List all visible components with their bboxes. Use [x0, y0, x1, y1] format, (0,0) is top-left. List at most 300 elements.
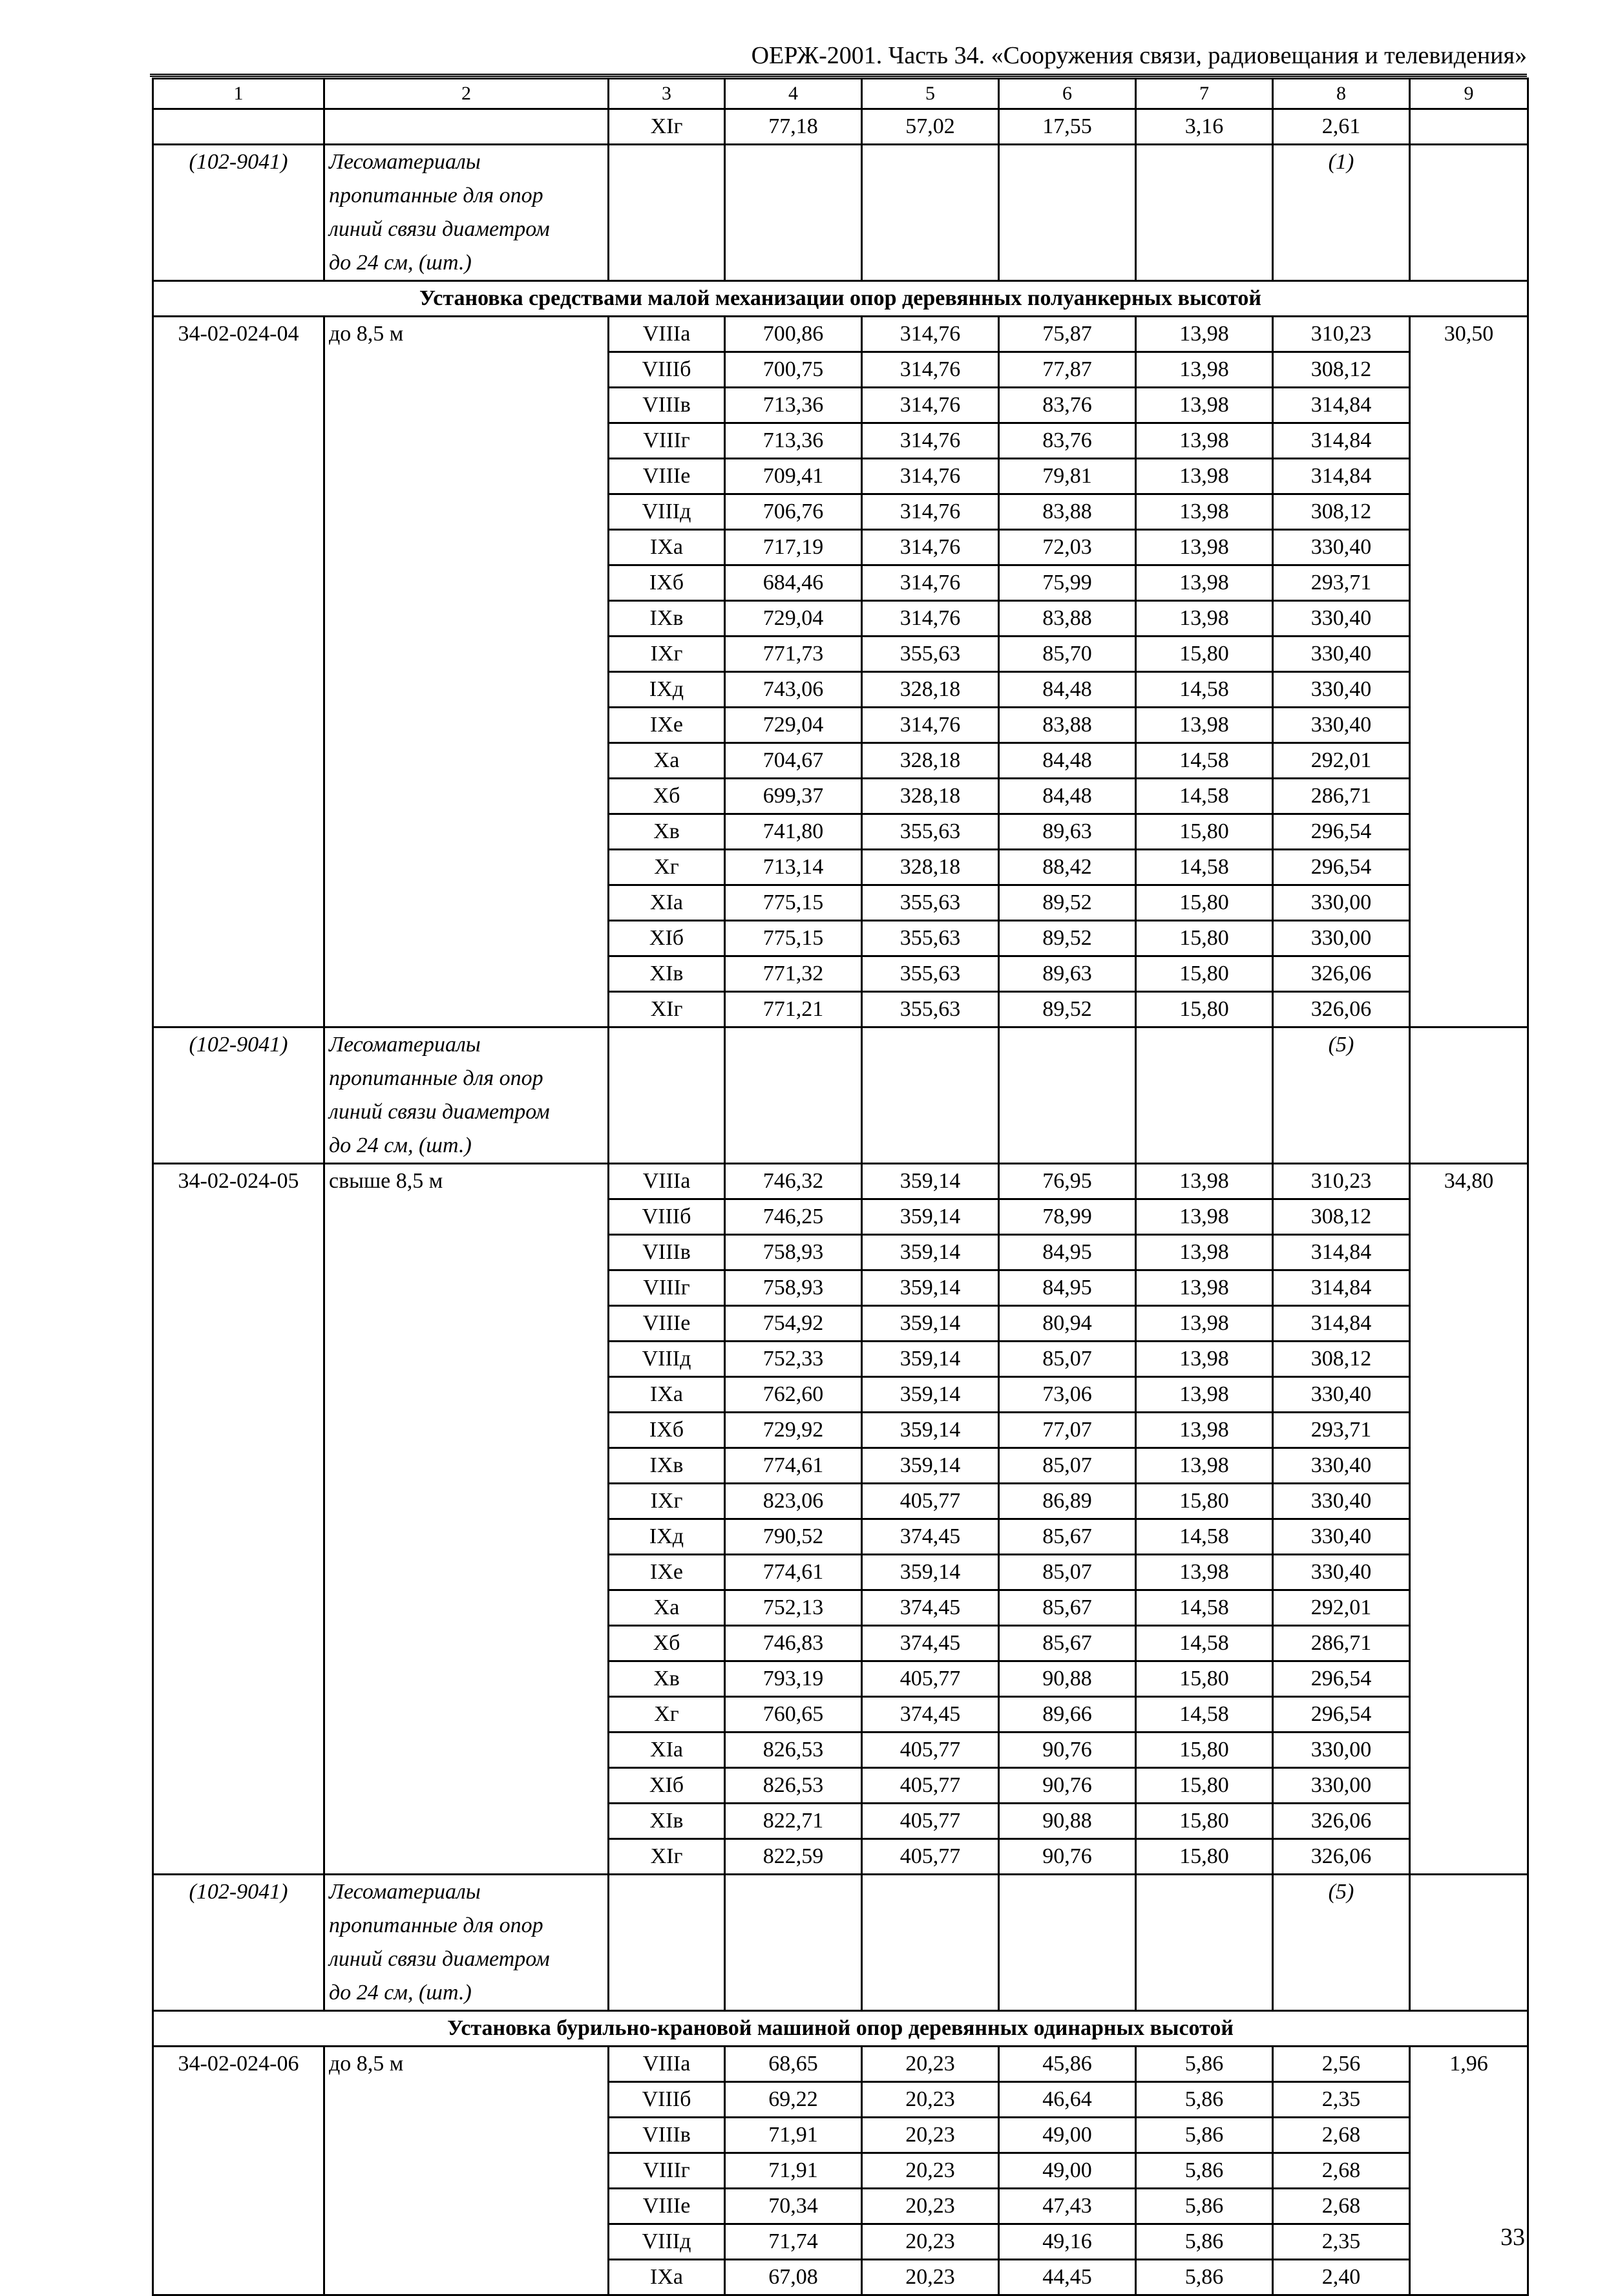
value-cell: 89,52 — [999, 885, 1136, 921]
value-cell: 15,80 — [1136, 1839, 1273, 1875]
zone-cell: Xб — [609, 779, 725, 814]
value-cell: 89,52 — [999, 992, 1136, 1027]
material-qty: (5) — [1273, 1875, 1410, 2011]
value-cell: 15,80 — [1136, 1484, 1273, 1519]
value-cell: 314,84 — [1273, 459, 1410, 494]
section-title: Установка средствами малой механизации опор деревянных полуанкерных высотой — [153, 281, 1528, 317]
rate-code: 34-02-024-06 — [153, 2047, 324, 2295]
value-cell: 90,88 — [999, 1661, 1136, 1697]
section-heading-row — [153, 281, 1528, 317]
value-cell: 13,98 — [1136, 1555, 1273, 1590]
value-cell: 85,70 — [999, 637, 1136, 672]
value-cell: 328,18 — [862, 779, 999, 814]
rate-description: свыше 8,5 м — [324, 1164, 609, 1875]
value-cell: 355,63 — [862, 992, 999, 1027]
zone-cell: IXа — [609, 530, 725, 565]
value-cell: 314,76 — [862, 423, 999, 459]
value-cell: 330,00 — [1273, 921, 1410, 956]
column-number: 8 — [1273, 79, 1410, 109]
value-cell: 729,04 — [725, 708, 862, 743]
value-cell: 355,63 — [862, 885, 999, 921]
value-cell: 826,53 — [725, 1733, 862, 1768]
value-cell: 72,03 — [999, 530, 1136, 565]
value-cell: 752,33 — [725, 1342, 862, 1377]
rate-description: до 8,5 м — [324, 2047, 609, 2295]
value-cell: 359,14 — [862, 1199, 999, 1235]
value-cell: 49,00 — [999, 2118, 1136, 2153]
value-cell: 5,86 — [1136, 2189, 1273, 2224]
value-cell: 328,18 — [862, 743, 999, 779]
value-cell: 90,76 — [999, 1839, 1136, 1875]
material-name — [324, 1875, 609, 2011]
value-cell: 90,76 — [999, 1733, 1136, 1768]
zone-cell: VIIIв — [609, 388, 725, 423]
page-number: 33 — [1500, 2224, 1525, 2251]
column-9-value: 30,50 — [1410, 317, 1528, 1027]
value-cell: 314,76 — [862, 601, 999, 637]
value-cell: 13,98 — [1136, 601, 1273, 637]
zone-cell: IXб — [609, 565, 725, 601]
value-cell: 69,22 — [725, 2082, 862, 2118]
value-cell: 314,84 — [1273, 423, 1410, 459]
value-cell: 405,77 — [862, 1839, 999, 1875]
value-cell: 13,98 — [1136, 1270, 1273, 1306]
value-cell: 330,40 — [1273, 601, 1410, 637]
value-cell: 328,18 — [862, 672, 999, 708]
value-cell: 330,40 — [1273, 1377, 1410, 1413]
zone-cell: XIв — [609, 956, 725, 992]
material-qty: (1) — [1273, 145, 1410, 281]
value-cell: 20,23 — [862, 2082, 999, 2118]
value-cell: 330,40 — [1273, 1484, 1410, 1519]
value-cell: 89,52 — [999, 921, 1136, 956]
value-cell: 292,01 — [1273, 1590, 1410, 1626]
value-cell: 822,59 — [725, 1839, 862, 1875]
value-cell: 83,76 — [999, 423, 1136, 459]
value-cell: 44,45 — [999, 2260, 1136, 2295]
table-cell — [862, 145, 999, 281]
value-cell: 15,80 — [1136, 885, 1273, 921]
value-cell: 374,45 — [862, 1590, 999, 1626]
table-cell — [153, 109, 324, 145]
zone-cell: VIIIд — [609, 1342, 725, 1377]
value-cell: 774,61 — [725, 1448, 862, 1484]
rate-description: до 8,5 м — [324, 317, 609, 1027]
zone-cell: XIа — [609, 885, 725, 921]
value-cell: 359,14 — [862, 1448, 999, 1484]
zone-cell: Xв — [609, 1661, 725, 1697]
value-cell: 83,88 — [999, 494, 1136, 530]
value-cell: 88,42 — [999, 850, 1136, 885]
value-cell: 15,80 — [1136, 1661, 1273, 1697]
value-cell: 13,98 — [1136, 494, 1273, 530]
value-cell: 15,80 — [1136, 637, 1273, 672]
value-cell: 330,40 — [1273, 530, 1410, 565]
value-cell: 47,43 — [999, 2189, 1136, 2224]
value-cell: 78,99 — [999, 1199, 1136, 1235]
value-cell: 286,71 — [1273, 1626, 1410, 1661]
zone-cell: Xб — [609, 1626, 725, 1661]
rates-table — [152, 78, 1529, 2296]
zone-cell: VIIIв — [609, 1235, 725, 1270]
value-cell: 746,32 — [725, 1164, 862, 1199]
value-cell: 314,76 — [862, 459, 999, 494]
value-cell: 355,63 — [862, 921, 999, 956]
value-cell: 20,23 — [862, 2189, 999, 2224]
value-cell: 13,98 — [1136, 1413, 1273, 1448]
value-cell: 355,63 — [862, 814, 999, 850]
value-cell: 13,98 — [1136, 530, 1273, 565]
value-cell: 85,67 — [999, 1626, 1136, 1661]
table-cell — [862, 1027, 999, 1164]
value-cell: 13,98 — [1136, 1199, 1273, 1235]
zone-cell: XIб — [609, 921, 725, 956]
value-cell: 359,14 — [862, 1413, 999, 1448]
value-cell: 330,40 — [1273, 637, 1410, 672]
zone-cell: VIIIг — [609, 423, 725, 459]
value-cell: 15,80 — [1136, 1804, 1273, 1839]
value-cell: 359,14 — [862, 1270, 999, 1306]
value-cell: 2,68 — [1273, 2118, 1410, 2153]
value-cell: 71,91 — [725, 2118, 862, 2153]
value-cell: 359,14 — [862, 1306, 999, 1342]
value-cell: 13,98 — [1136, 1235, 1273, 1270]
value-cell: 2,68 — [1273, 2153, 1410, 2189]
table-cell — [999, 1875, 1136, 2011]
table-cell — [1136, 145, 1273, 281]
value-cell: 330,40 — [1273, 1448, 1410, 1484]
value-cell: 822,71 — [725, 1804, 862, 1839]
value-cell: 13,98 — [1136, 565, 1273, 601]
value-cell: 20,23 — [862, 2047, 999, 2082]
table-row — [153, 2047, 1528, 2082]
value-cell: 14,58 — [1136, 1590, 1273, 1626]
page-header: ОЕРЖ-2001. Часть 34. «Сооружения связи, радиовещания и телевидения» — [150, 37, 1527, 77]
value-cell: 700,86 — [725, 317, 862, 352]
material-name-line: линий связи диаметром — [329, 217, 550, 241]
value-cell: 713,36 — [725, 423, 862, 459]
value-cell: 14,58 — [1136, 1519, 1273, 1555]
value-cell: 13,98 — [1136, 1164, 1273, 1199]
value-cell: 15,80 — [1136, 921, 1273, 956]
value-cell: 20,23 — [862, 2260, 999, 2295]
table-cell — [1410, 1875, 1528, 2011]
value-cell: 713,36 — [725, 388, 862, 423]
value-cell: 308,12 — [1273, 1342, 1410, 1377]
value-cell: 293,71 — [1273, 1413, 1410, 1448]
zone-cell: IXг — [609, 637, 725, 672]
zone-cell: VIIIг — [609, 2153, 725, 2189]
material-qty: (5) — [1273, 1027, 1410, 1164]
column-number: 1 — [153, 79, 324, 109]
table-cell — [609, 1027, 725, 1164]
value-cell: 13,98 — [1136, 1306, 1273, 1342]
value-cell: 84,48 — [999, 779, 1136, 814]
value-cell: 296,54 — [1273, 1661, 1410, 1697]
value-cell: 71,91 — [725, 2153, 862, 2189]
column-number: 6 — [999, 79, 1136, 109]
value-cell: 5,86 — [1136, 2118, 1273, 2153]
value-cell: 84,95 — [999, 1270, 1136, 1306]
value-cell: 314,84 — [1273, 388, 1410, 423]
value-cell: 20,23 — [862, 2224, 999, 2260]
value-cell: 706,76 — [725, 494, 862, 530]
value-cell: 75,87 — [999, 317, 1136, 352]
value-cell: 14,58 — [1136, 779, 1273, 814]
zone-cell: VIIIа — [609, 1164, 725, 1199]
value-cell: 90,76 — [999, 1768, 1136, 1804]
value-cell: 2,68 — [1273, 2189, 1410, 2224]
value-cell: 760,65 — [725, 1697, 862, 1733]
value-cell: 70,34 — [725, 2189, 862, 2224]
table-cell: 77,18 — [725, 109, 862, 145]
table-cell — [725, 1027, 862, 1164]
value-cell: 314,76 — [862, 388, 999, 423]
value-cell: 85,67 — [999, 1590, 1136, 1626]
value-cell: 328,18 — [862, 850, 999, 885]
column-9-value: 34,80 — [1410, 1164, 1528, 1875]
zone-cell: Xа — [609, 743, 725, 779]
value-cell: 405,77 — [862, 1768, 999, 1804]
zone-cell: XIб — [609, 1768, 725, 1804]
section-heading-row — [153, 2011, 1528, 2047]
value-cell: 752,13 — [725, 1590, 862, 1626]
zone-cell: VIIIа — [609, 2047, 725, 2082]
zone-cell: VIIIб — [609, 352, 725, 388]
column-number: 9 — [1410, 79, 1528, 109]
value-cell: 729,04 — [725, 601, 862, 637]
zone-cell: VIIIб — [609, 2082, 725, 2118]
table-cell — [609, 1875, 725, 2011]
column-number: 2 — [324, 79, 609, 109]
zone-cell: IXа — [609, 2260, 725, 2295]
value-cell: 699,37 — [725, 779, 862, 814]
value-cell: 296,54 — [1273, 1697, 1410, 1733]
value-cell: 314,76 — [862, 352, 999, 388]
value-cell: 83,76 — [999, 388, 1136, 423]
table-cell — [999, 1027, 1136, 1164]
value-cell: 85,67 — [999, 1519, 1136, 1555]
material-row — [153, 1875, 1528, 2011]
rate-code: 34-02-024-04 — [153, 317, 324, 1027]
value-cell: 80,94 — [999, 1306, 1136, 1342]
value-cell: 746,25 — [725, 1199, 862, 1235]
table-cell — [999, 145, 1136, 281]
value-cell: 13,98 — [1136, 423, 1273, 459]
value-cell: 374,45 — [862, 1519, 999, 1555]
value-cell: 746,83 — [725, 1626, 862, 1661]
zone-cell: VIIIд — [609, 494, 725, 530]
zone-cell: VIIIе — [609, 1306, 725, 1342]
value-cell: 314,76 — [862, 708, 999, 743]
table-cell — [1136, 1027, 1273, 1164]
value-cell: 704,67 — [725, 743, 862, 779]
value-cell: 405,77 — [862, 1661, 999, 1697]
value-cell: 741,80 — [725, 814, 862, 850]
value-cell: 314,76 — [862, 494, 999, 530]
value-cell: 355,63 — [862, 956, 999, 992]
zone-cell: IXг — [609, 1484, 725, 1519]
value-cell: 49,16 — [999, 2224, 1136, 2260]
zone-cell: IXд — [609, 672, 725, 708]
table-cell — [725, 1875, 862, 2011]
value-cell: 326,06 — [1273, 1804, 1410, 1839]
value-cell: 310,23 — [1273, 317, 1410, 352]
value-cell: 314,76 — [862, 565, 999, 601]
value-cell: 85,07 — [999, 1555, 1136, 1590]
value-cell: 771,32 — [725, 956, 862, 992]
value-cell: 359,14 — [862, 1342, 999, 1377]
value-cell: 823,06 — [725, 1484, 862, 1519]
material-code: (102-9041) — [153, 1875, 324, 2011]
value-cell: 2,40 — [1273, 2260, 1410, 2295]
zone-cell: IXе — [609, 708, 725, 743]
material-name-line: Лесоматериалы — [329, 150, 481, 174]
value-cell: 13,98 — [1136, 317, 1273, 352]
value-cell: 13,98 — [1136, 459, 1273, 494]
value-cell: 359,14 — [862, 1235, 999, 1270]
value-cell: 330,00 — [1273, 1733, 1410, 1768]
material-name-line: Лесоматериалы — [329, 1033, 481, 1057]
value-cell: 775,15 — [725, 885, 862, 921]
value-cell: 49,00 — [999, 2153, 1136, 2189]
table-cell: 17,55 — [999, 109, 1136, 145]
value-cell: 79,81 — [999, 459, 1136, 494]
table-cell — [725, 145, 862, 281]
value-cell: 374,45 — [862, 1626, 999, 1661]
value-cell: 826,53 — [725, 1768, 862, 1804]
zone-cell: VIIIа — [609, 317, 725, 352]
table-row — [153, 109, 1528, 145]
material-name-line: до 24 см, (шт.) — [329, 1133, 472, 1157]
table-cell — [1410, 1027, 1528, 1164]
value-cell: 286,71 — [1273, 779, 1410, 814]
value-cell: 5,86 — [1136, 2153, 1273, 2189]
value-cell: 86,89 — [999, 1484, 1136, 1519]
value-cell: 77,87 — [999, 352, 1136, 388]
value-cell: 20,23 — [862, 2118, 999, 2153]
rate-code: 34-02-024-05 — [153, 1164, 324, 1875]
value-cell: 76,95 — [999, 1164, 1136, 1199]
zone-cell: Xг — [609, 1697, 725, 1733]
value-cell: 5,86 — [1136, 2047, 1273, 2082]
value-cell: 717,19 — [725, 530, 862, 565]
value-cell: 405,77 — [862, 1484, 999, 1519]
value-cell: 405,77 — [862, 1733, 999, 1768]
value-cell: 90,88 — [999, 1804, 1136, 1839]
value-cell: 2,35 — [1273, 2224, 1410, 2260]
value-cell: 296,54 — [1273, 850, 1410, 885]
zone-cell: VIIIг — [609, 1270, 725, 1306]
value-cell: 84,48 — [999, 672, 1136, 708]
value-cell: 14,58 — [1136, 672, 1273, 708]
zone-cell: IXе — [609, 1555, 725, 1590]
column-number: 7 — [1136, 79, 1273, 109]
value-cell: 68,65 — [725, 2047, 862, 2082]
value-cell: 775,15 — [725, 921, 862, 956]
table-cell — [609, 145, 725, 281]
value-cell: 293,71 — [1273, 565, 1410, 601]
material-name — [324, 145, 609, 281]
zone-cell: IXв — [609, 1448, 725, 1484]
value-cell: 296,54 — [1273, 814, 1410, 850]
value-cell: 89,66 — [999, 1697, 1136, 1733]
value-cell: 84,48 — [999, 743, 1136, 779]
value-cell: 14,58 — [1136, 1626, 1273, 1661]
value-cell: 314,84 — [1273, 1235, 1410, 1270]
zone-cell: XIг — [609, 992, 725, 1027]
value-cell: 359,14 — [862, 1377, 999, 1413]
value-cell: 13,98 — [1136, 388, 1273, 423]
zone-cell: Xа — [609, 1590, 725, 1626]
value-cell: 314,76 — [862, 530, 999, 565]
value-cell: 2,35 — [1273, 2082, 1410, 2118]
value-cell: 13,98 — [1136, 1377, 1273, 1413]
value-cell: 5,86 — [1136, 2224, 1273, 2260]
value-cell: 15,80 — [1136, 1768, 1273, 1804]
value-cell: 71,74 — [725, 2224, 862, 2260]
value-cell: 13,98 — [1136, 352, 1273, 388]
value-cell: 713,14 — [725, 850, 862, 885]
value-cell: 314,84 — [1273, 1306, 1410, 1342]
value-cell: 73,06 — [999, 1377, 1136, 1413]
value-cell: 14,58 — [1136, 743, 1273, 779]
value-cell: 330,00 — [1273, 885, 1410, 921]
value-cell: 793,19 — [725, 1661, 862, 1697]
value-cell: 5,86 — [1136, 2082, 1273, 2118]
value-cell: 83,88 — [999, 708, 1136, 743]
value-cell: 355,63 — [862, 637, 999, 672]
value-cell: 75,99 — [999, 565, 1136, 601]
material-row — [153, 145, 1528, 281]
value-cell: 14,58 — [1136, 1697, 1273, 1733]
zone-cell: Xв — [609, 814, 725, 850]
value-cell: 15,80 — [1136, 1733, 1273, 1768]
material-code: (102-9041) — [153, 1027, 324, 1164]
value-cell: 754,92 — [725, 1306, 862, 1342]
value-cell: 83,88 — [999, 601, 1136, 637]
value-cell: 700,75 — [725, 352, 862, 388]
column-number: 5 — [862, 79, 999, 109]
zone-cell: VIIIе — [609, 459, 725, 494]
value-cell: 771,21 — [725, 992, 862, 1027]
value-cell: 14,58 — [1136, 850, 1273, 885]
value-cell: 762,60 — [725, 1377, 862, 1413]
section-title: Установка бурильно-крановой машиной опор деревянных одинарных высотой — [153, 2011, 1528, 2047]
material-name-line: линий связи диаметром — [329, 1947, 550, 1971]
value-cell: 758,93 — [725, 1270, 862, 1306]
column-9-value: 1,96 — [1410, 2047, 1528, 2295]
value-cell: 15,80 — [1136, 992, 1273, 1027]
material-name-line: пропитанные для опор — [329, 1913, 543, 1937]
table-row — [153, 1164, 1528, 1199]
value-cell: 790,52 — [725, 1519, 862, 1555]
value-cell: 13,98 — [1136, 1448, 1273, 1484]
value-cell: 314,84 — [1273, 1270, 1410, 1306]
value-cell: 314,76 — [862, 317, 999, 352]
value-cell: 308,12 — [1273, 352, 1410, 388]
value-cell: 45,86 — [999, 2047, 1136, 2082]
value-cell: 743,06 — [725, 672, 862, 708]
zone-cell: IXв — [609, 601, 725, 637]
value-cell: 684,46 — [725, 565, 862, 601]
value-cell: 330,40 — [1273, 1519, 1410, 1555]
value-cell: 374,45 — [862, 1697, 999, 1733]
table-cell — [324, 109, 609, 145]
zone-cell: IXб — [609, 1413, 725, 1448]
value-cell: 308,12 — [1273, 1199, 1410, 1235]
value-cell: 67,08 — [725, 2260, 862, 2295]
